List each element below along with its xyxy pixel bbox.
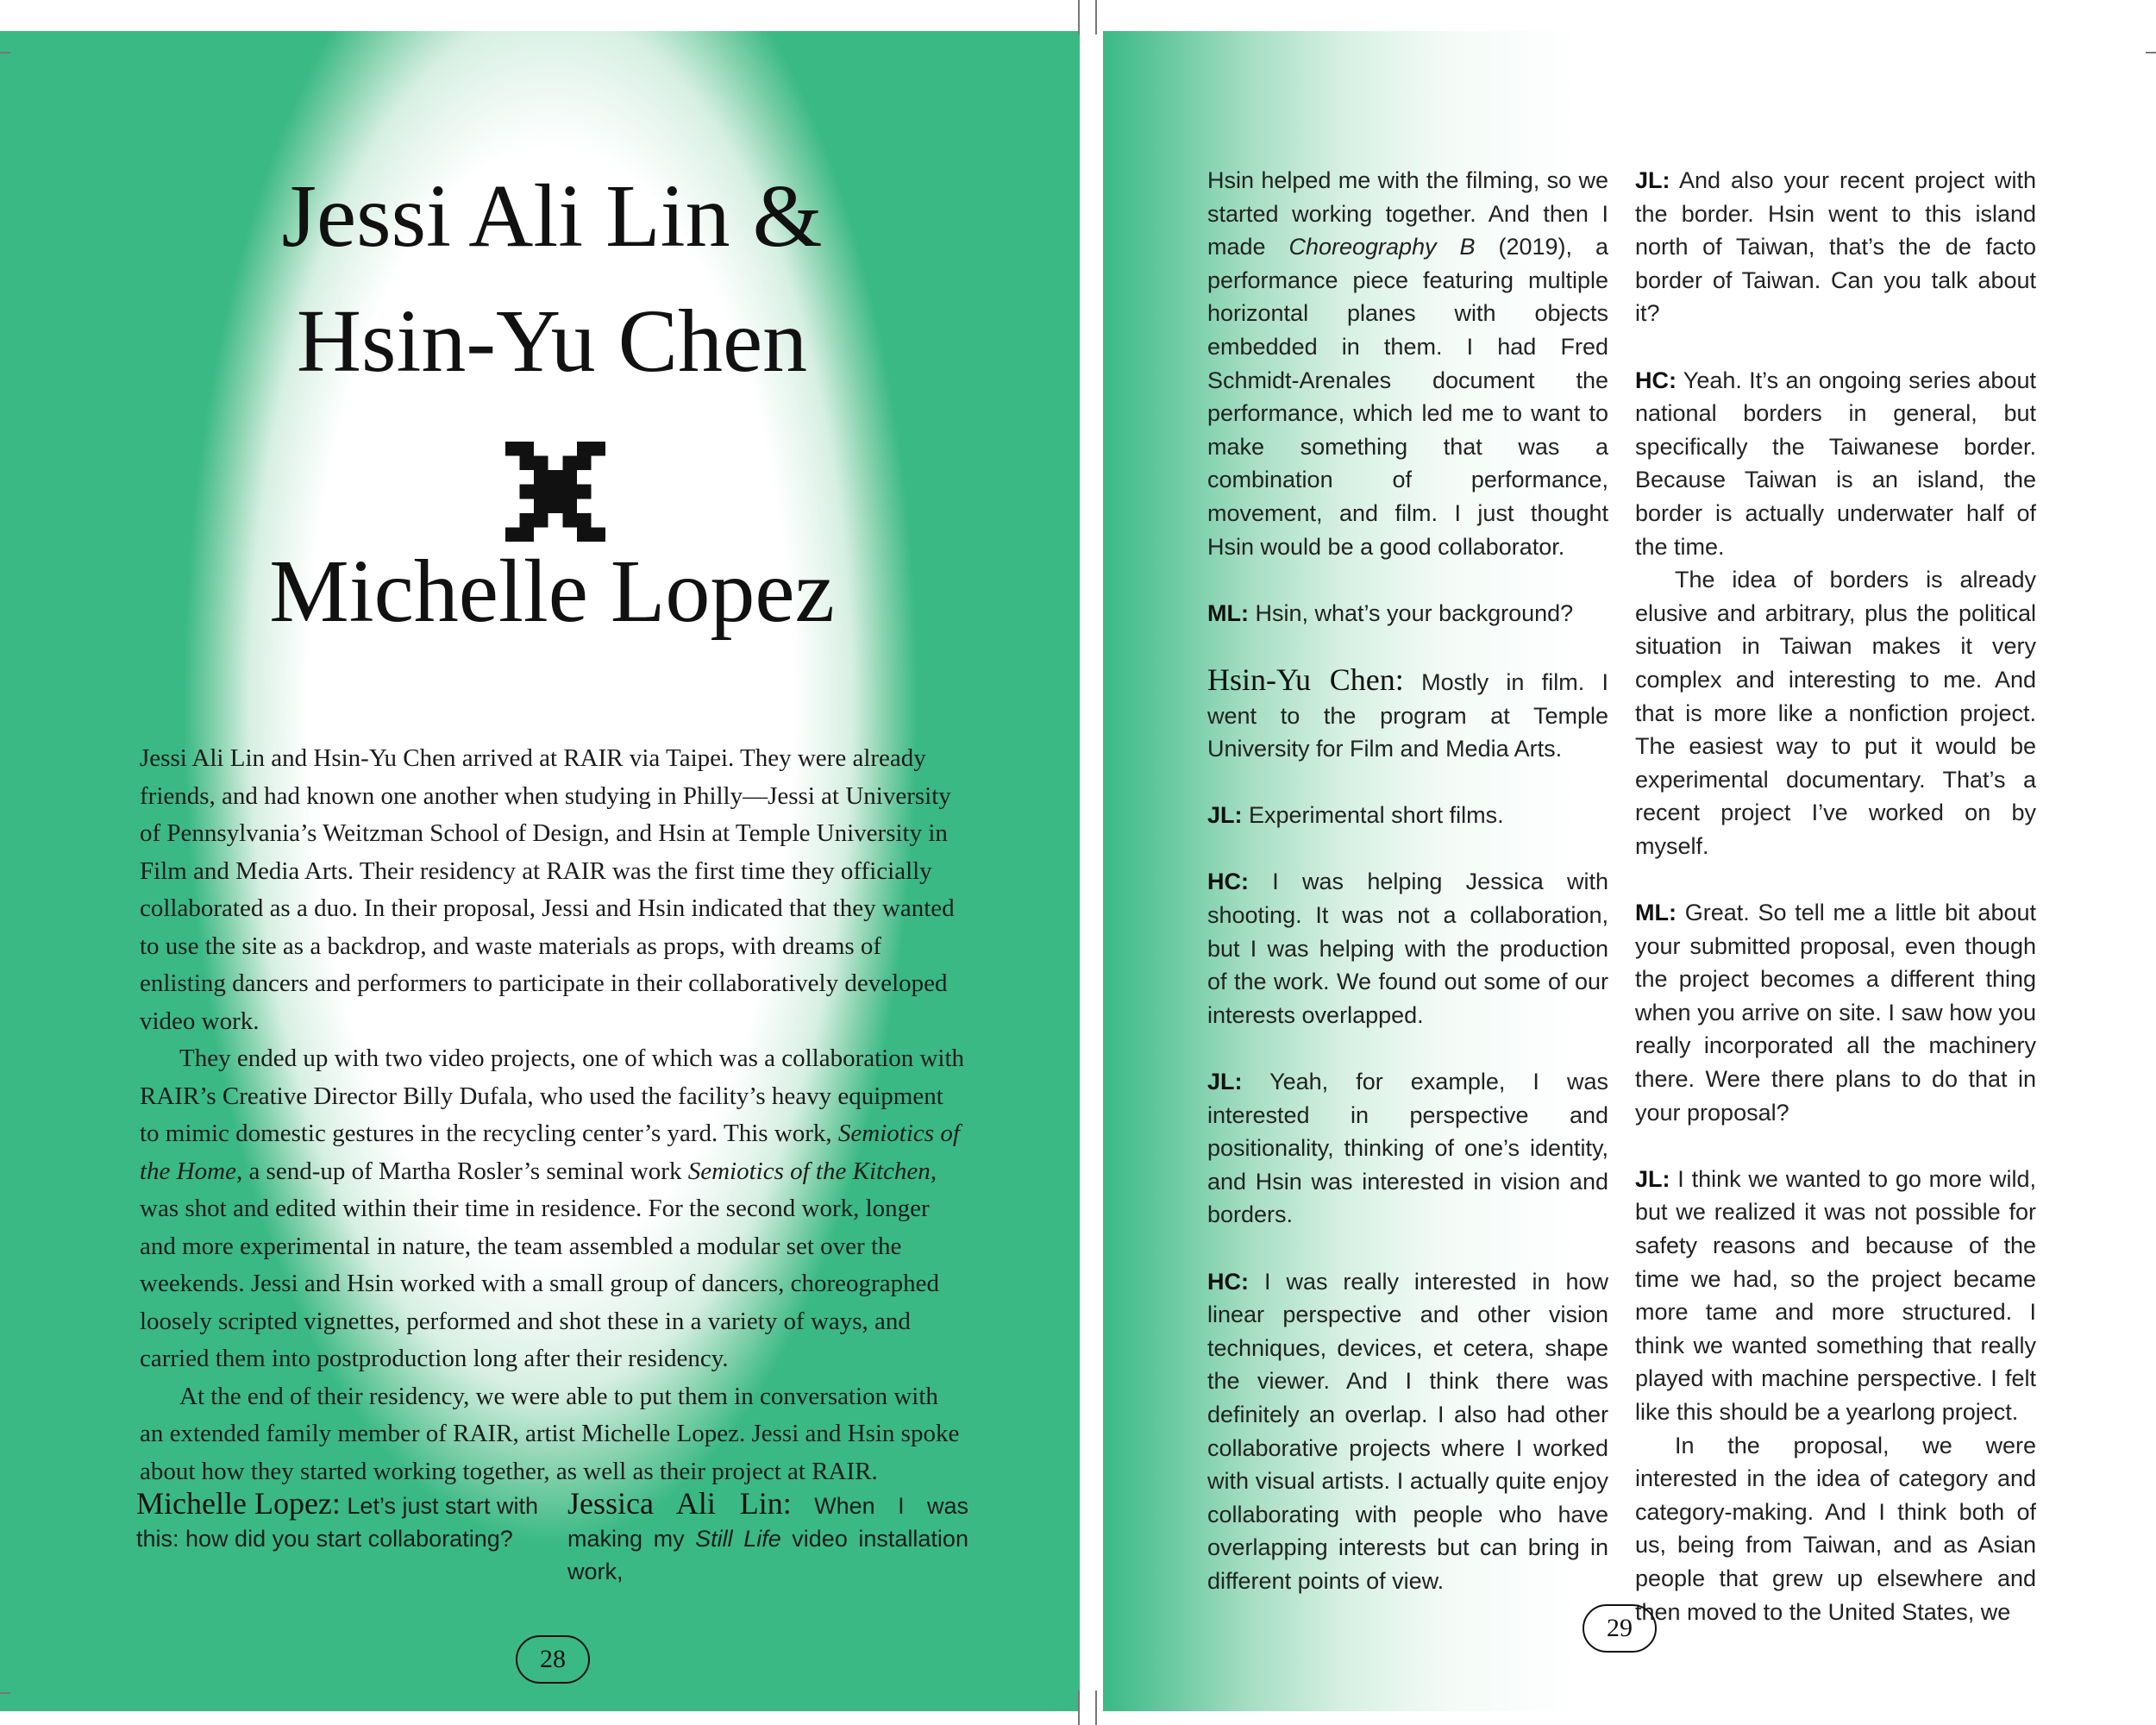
ml-question: Let’s just start with this: how did you start collaborating? <box>136 1493 538 1552</box>
intro-paragraph-3: At the end of their residency, we were able to put them in conversation with an extended family member of RAIR, artist Michelle Lopez. Jessi and Hsin spoke about how they started working together, as well as their project at RAIR. <box>140 1382 960 1485</box>
title-line-2: Hsin-Yu Chen <box>296 292 808 391</box>
title-line-3: Michelle Lopez <box>269 542 835 641</box>
intro-text <box>140 740 968 1490</box>
speaker-michelle-lopez: Michelle Lopez: <box>136 1486 341 1521</box>
work-title-still-life: Still Life <box>695 1526 781 1552</box>
left-page <box>0 31 1080 1711</box>
jl-answer-c-text-b: (2019), a performance piece featuring multiple horizontal planes with objects embedded in them. I had Fred Schmidt-Arenales document the performance, which led me to want to make something that was a combination of performance, movement, and film. I just thought Hsin would be a good collaborator. <box>1207 234 1608 560</box>
work-title-semiotics-kitchen: Semiotics of the Kitchen <box>687 1157 931 1185</box>
jl-question-border <box>1635 164 2036 330</box>
interview-column-4 <box>1635 164 2036 1628</box>
hc-a2-text: I was helping Jessica with shooting. It was not a collaboration, but I was helping with the production of the work. We found out some of our interests overlapped. <box>1207 869 1608 1028</box>
crop-mark <box>1095 0 1097 34</box>
jl-answer-4 <box>1635 1163 2036 1429</box>
work-title-choreography-b: Choreography B <box>1288 234 1476 260</box>
speaker-ml: ML: <box>1635 900 1677 926</box>
jl-answer-b: video installation work, <box>567 1526 968 1584</box>
speaker-hc: HC: <box>1635 367 1677 393</box>
hc-answer-4-continued: The idea of borders is already elusive and arbitrary, plus the political situation in Taiwan makes it very complex and interesting to me. And that is more like a nonfiction project. The easiest way to put it would be experimental documentary. That’s a recent project I’ve worked on by myself. <box>1635 567 2036 859</box>
jl-answer-3 <box>1207 1065 1608 1232</box>
intro-p2-text-a: They ended up with two video projects, one of which was a collaboration with RAIR’s Creative Director Billy Dufala, who used the facility’s heavy equipment to mimic domestic gestures in the recycling center’s yard. This work, <box>140 1044 965 1147</box>
interview-column-3 <box>1207 164 1608 1598</box>
hc-a3-text: I was really interested in how linear perspective and other vision techniques, devices, et cetera, shape the viewer. And I think there was definitely an overlap. I also had other collaborative projects where I worked with visual artists. I actually quite enjoy collaborating with people who have overlapping interests but can bring in different points of view. <box>1207 1268 1608 1594</box>
crop-mark <box>2146 52 2156 53</box>
ml-question-2 <box>1207 597 1608 630</box>
jl-a4-text: I think we wanted to go more wild, but we realized it was not possible for safety reasons and because of the time we had, so the project became more tame and more structured. I think we wanted something that really played with machine perspective. I felt like this should be a yearlong project. <box>1635 1165 2036 1425</box>
speaker-jl: JL: <box>1207 802 1243 829</box>
jl-q-text: And also your recent project with the border. Hsin went to this island north of Taiwan, that’s the de facto border of Taiwan. Can you talk about it? <box>1635 167 2036 327</box>
hc-answer-1 <box>1207 663 1608 766</box>
crop-mark <box>0 52 10 53</box>
ml-q2-text: Hsin, what’s your background? <box>1248 599 1574 626</box>
speaker-hc: HC: <box>1207 1268 1249 1295</box>
hc-answer-4 <box>1635 364 2036 564</box>
speaker-hsin-yu-chen: Hsin-Yu Chen: <box>1207 662 1404 697</box>
intro-p2-text-b: , a send-up of Martha Rosler’s seminal work <box>235 1157 688 1185</box>
jl-a3-text: Yeah, for example, I was interested in perspective and positionality, thinking of one’s identity, and Hsin was interested in vision and borders. <box>1207 1069 1608 1228</box>
intro-paragraph-1: Jessi Ali Lin and Hsin-Yu Chen arrived at RAIR via Taipei. They were already friends, and had known one another when studying in Philly—Jessi at University of Pennsylvania’s Weitzman School of Design, and Hsin at Temple University in Film and Media Arts. Their residency at RAIR was the first time they officially collaborated as a duo. In their proposal, Jessi and Hsin indicated that they wanted to use the site as a backdrop, and waste materials as props, with dreams of enlisting dancers and performers to participate in their collaboratively developed video work. <box>140 744 955 1035</box>
hc-answer-2 <box>1207 865 1608 1032</box>
page-number-right: 29 <box>1583 1604 1657 1653</box>
intro-paragraph-2 <box>140 1040 968 1378</box>
interview-column-2 <box>567 1487 968 1588</box>
hc-a1-text: Mostly in film. I went to the program at Temple University for Film and Media Arts. <box>1207 668 1608 762</box>
crop-mark <box>1078 0 1080 34</box>
jl-answer-a: When I was making my <box>567 1493 968 1552</box>
ml-question-3 <box>1635 896 2036 1129</box>
jl-answer-4-continued: In the proposal, we were interested in the idea of category and category-making. And I think both of us, being from Taiwan, and as Asian people that grew up elsewhere and then moved to the United States, we <box>1635 1432 2036 1625</box>
speaker-hc: HC: <box>1207 869 1249 895</box>
crop-mark <box>0 1692 10 1694</box>
intro-p2-text-c: , was shot and edited within their time in residence. For the second work, longer and more experimental in nature, the team assembled a modular set over the weekends. Jessi and Hsin worked with a small group of dancers, choreographed loosely scripted vignettes, performed and shot these in a variety of ways, and carried them into postproduction long after their residency. <box>140 1157 939 1372</box>
hc-a4-text: Yeah. It’s an ongoing series about national borders in general, but specifically the Taiwanese border. Because Taiwan is an island, the border is actually underwater half of the time. <box>1635 367 2036 560</box>
ml-q3-text: Great. So tell me a little bit about your submitted proposal, even though the project becomes a different thing when you arrive on site. I saw how you really incorporated all the machinery there. Were there plans to do that in your proposal? <box>1635 900 2036 1126</box>
speaker-jl: JL: <box>1635 1165 1670 1192</box>
jl-answer-2 <box>1207 799 1608 832</box>
cross-ornament-icon <box>505 442 605 542</box>
speaker-jl: JL: <box>1207 1069 1243 1095</box>
jl-answer-continued <box>1207 164 1608 563</box>
speaker-ml: ML: <box>1207 599 1249 626</box>
crop-mark <box>1078 1690 1080 1725</box>
page-number-left: 28 <box>516 1635 590 1684</box>
speaker-jessica-ali-lin: Jessica Ali Lin: <box>567 1486 792 1521</box>
jl-answer-c-text-a: Hsin helped me with the filming, so we started working together. And then I made <box>1207 167 1608 260</box>
interview-column-1 <box>136 1487 542 1555</box>
title-line-1: Jessi Ali Lin & <box>281 166 823 266</box>
work-title-semiotics-home: Semiotics of the Home <box>140 1120 960 1185</box>
hc-answer-3 <box>1207 1265 1608 1598</box>
crop-mark <box>1095 1690 1097 1725</box>
speaker-jl: JL: <box>1635 167 1670 193</box>
jl-a2-text: Experimental short films. <box>1242 802 1504 829</box>
